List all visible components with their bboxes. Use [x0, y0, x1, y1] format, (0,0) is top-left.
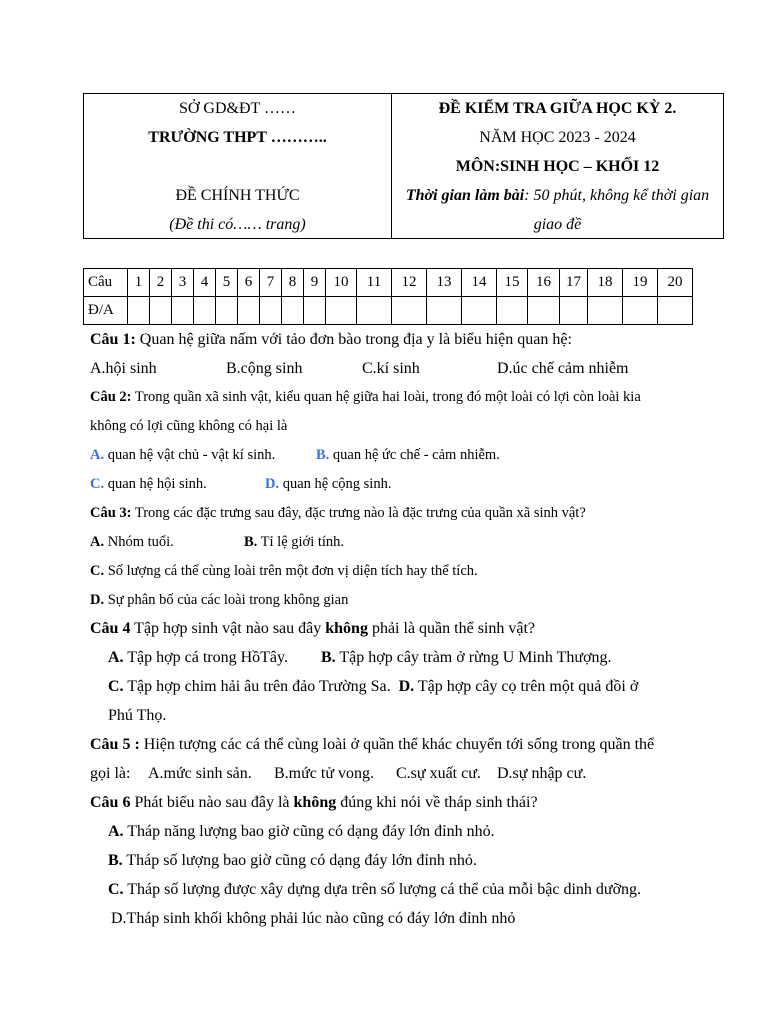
page-count-note: (Đề thi có…… trang)	[169, 216, 306, 233]
option-c: C. quan hệ hội sinh.	[90, 476, 207, 492]
exam-header	[83, 93, 724, 239]
question-5-options: gọi là: A.mức sinh sản. B.mức tử vong. C.sự xuất cư. D.sự nhập cư.	[90, 759, 710, 788]
row-label-answer: Đ/A	[84, 297, 128, 325]
option-a: A. quan hệ vật chủ - vật kí sinh.	[90, 447, 276, 463]
option-c: C. Tập hợp chim hải âu trên đảo Trường Sa.	[108, 678, 391, 695]
answer-cell[interactable]	[462, 297, 497, 325]
question-number-cell: 5	[216, 269, 238, 297]
option-b: B. Tỉ lệ giới tính.	[244, 534, 345, 550]
answer-cell[interactable]	[150, 297, 172, 325]
question-number-cell: 4	[194, 269, 216, 297]
option-d: D. quan hệ cộng sinh.	[265, 476, 392, 492]
question-number-cell: 19	[623, 269, 658, 297]
question-1: Câu 1: Quan hệ giữa nấm với tảo đơn bào trong địa y là biểu hiện quan hệ:	[90, 331, 572, 348]
answer-cell[interactable]	[588, 297, 623, 325]
option-d: D.úc chế cảm nhiễm	[497, 360, 629, 377]
answer-cell[interactable]	[392, 297, 427, 325]
question-number-cell: 7	[260, 269, 282, 297]
option-a: A. Nhóm tuổi.	[90, 534, 174, 550]
department-name: SỞ GD&ĐT ……	[178, 100, 297, 117]
option-b: B.mức tử vong.	[274, 765, 375, 782]
option-a: A.mức sinh sản.	[148, 765, 252, 782]
option-b: B. Tháp số lượng bao giờ cũng có dạng đáy lớn đỉnh nhỏ.	[108, 852, 477, 869]
question-number-cell: 14	[462, 269, 497, 297]
exam-title: ĐỀ KIỂM TRA GIỮA HỌC KỲ 2.	[438, 100, 677, 117]
exam-info	[392, 94, 723, 238]
question-number-cell: 12	[392, 269, 427, 297]
question-number-cell: 3	[172, 269, 194, 297]
answer-cell[interactable]	[560, 297, 588, 325]
answer-cell[interactable]	[238, 297, 260, 325]
question-2: Câu 2: Trong quần xã sinh vật, kiểu quan hệ giữa hai loài, trong đó một loài có lợi còn loài kia	[90, 389, 641, 405]
answer-cell[interactable]	[260, 297, 282, 325]
question-4-d-cont: Phú Thọ.	[108, 707, 167, 724]
answer-cell[interactable]	[194, 297, 216, 325]
option-a: A. Tập hợp cá trong HồTây.	[108, 649, 288, 666]
option-d: D. Tập hợp cây cọ trên một quả đồi ở	[398, 678, 639, 695]
answer-cell[interactable]	[216, 297, 238, 325]
question-4-options-cd	[108, 672, 728, 701]
question-number-cell: 16	[528, 269, 560, 297]
question-number-cell: 6	[238, 269, 260, 297]
question-3: Câu 3: Trong các đặc trưng sau đây, đặc trưng nào là đặc trưng của quần xã sinh vật?	[90, 505, 586, 521]
question-2-cont: không có lợi cũng không có hại là	[90, 418, 288, 434]
answer-cell[interactable]	[326, 297, 357, 325]
option-b: B.cộng sinh	[226, 360, 303, 377]
option-c: C.kí sinh	[362, 360, 420, 377]
option-b: B. quan hệ ức chế - cảm nhiễm.	[316, 447, 500, 463]
row-label-question: Câu	[84, 269, 128, 297]
question-number-cell: 8	[282, 269, 304, 297]
option-d: D.sự nhập cư.	[497, 765, 587, 782]
school-year: NĂM HỌC 2023 - 2024	[479, 129, 636, 146]
question-number-cell: 17	[560, 269, 588, 297]
answer-cell[interactable]	[528, 297, 560, 325]
option-b: B. Tập hợp cây tràm ở rừng U Minh Thượng.	[321, 649, 612, 666]
answer-cell[interactable]	[427, 297, 462, 325]
answer-cell[interactable]	[623, 297, 658, 325]
option-a: A.hội sinh	[90, 360, 157, 377]
subject-grade: MÔN:SINH HỌC – KHỐI 12	[455, 158, 660, 175]
answer-cell[interactable]	[128, 297, 150, 325]
option-c: C.sự xuất cư.	[396, 765, 481, 782]
official-exam-label: ĐỀ CHÍNH THỨC	[175, 187, 300, 204]
answer-cell[interactable]	[658, 297, 693, 325]
answer-row	[84, 297, 693, 325]
school-name: TRƯỜNG THPT ………..	[148, 129, 327, 146]
answer-cell[interactable]	[282, 297, 304, 325]
question-5: Câu 5 : Hiện tượng các cá thể cùng loài ở quần thể khác chuyển tới sống trong quần thể	[90, 736, 655, 753]
question-number-cell: 10	[326, 269, 357, 297]
option-c: C. Tháp số lượng được xây dựng dựa trên số lượng cá thể của mỗi bậc dinh dưỡng.	[108, 881, 642, 898]
answer-cell[interactable]	[497, 297, 528, 325]
option-d: D. Sự phân bố của các loài trong không gian	[90, 592, 349, 608]
option-d: D.Tháp sinh khối không phải lúc nào cũng có đáy lớn đỉnh nhỏ	[111, 910, 516, 927]
time-allowed: Thời gian làm bài: 50 phút, không kể thời gian giao đề	[405, 187, 710, 233]
answer-table	[83, 268, 693, 325]
question-number-row	[84, 269, 693, 297]
question-6: Câu 6 Phát biểu nào sau đây là không đúng khi nói về tháp sinh thái?	[90, 794, 538, 811]
school-info	[84, 94, 392, 238]
option-a: A. Tháp năng lượng bao giờ cũng có dạng đáy lớn đỉnh nhỏ.	[108, 823, 495, 840]
question-number-cell: 11	[357, 269, 392, 297]
question-number-cell: 18	[588, 269, 623, 297]
answer-cell[interactable]	[357, 297, 392, 325]
answer-cell[interactable]	[172, 297, 194, 325]
question-number-cell: 2	[150, 269, 172, 297]
answer-cell[interactable]	[304, 297, 326, 325]
question-number-cell: 13	[427, 269, 462, 297]
question-number-cell: 15	[497, 269, 528, 297]
question-number-cell: 1	[128, 269, 150, 297]
question-4: Câu 4 Tập hợp sinh vật nào sau đây không phải là quần thể sinh vật?	[90, 620, 536, 637]
question-number-cell: 20	[658, 269, 693, 297]
question-number-cell: 9	[304, 269, 326, 297]
option-c: C. Số lượng cá thể cùng loài trên một đơn vị diện tích hay thể tích.	[90, 563, 478, 579]
